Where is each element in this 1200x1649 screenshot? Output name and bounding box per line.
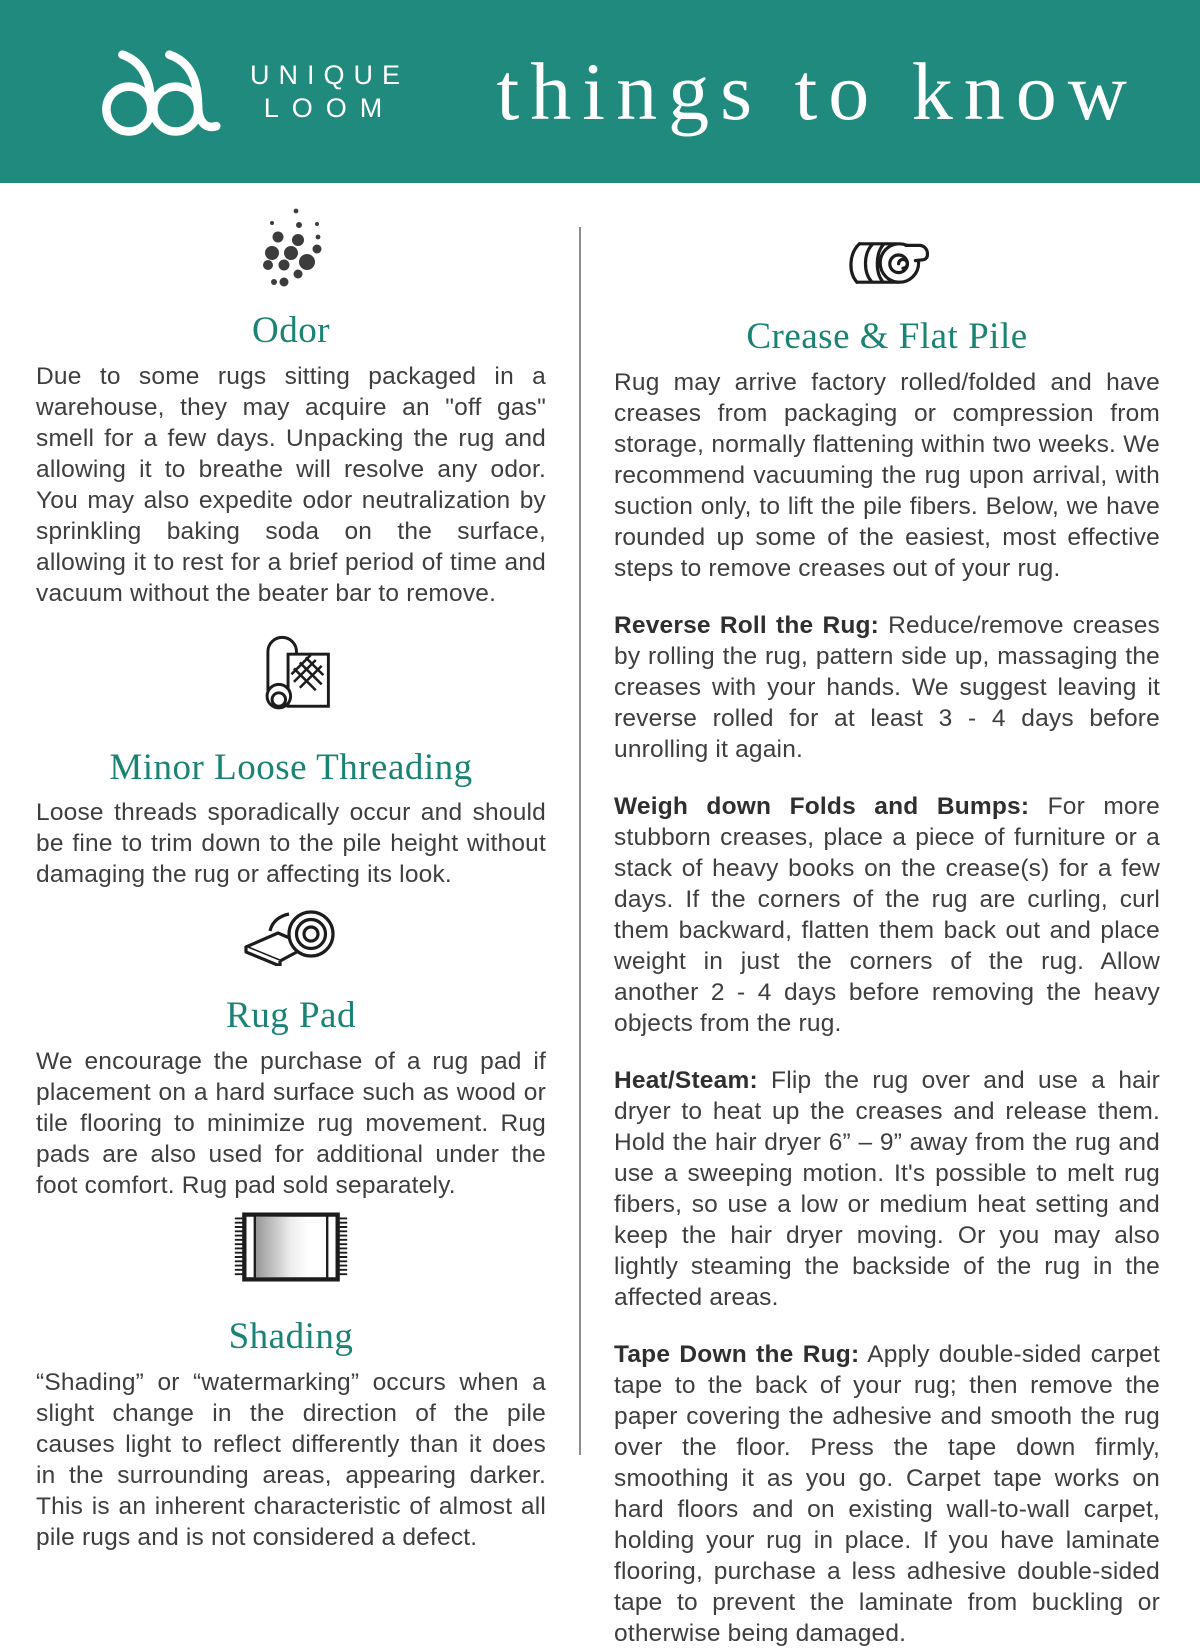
rug-pad-body: We encourage the purchase of a rug pad if placement on a hard surface such as wood or tile flooring to minimize rug movement. Rug pads are also used for additional under the foot comfort. Rug pad sold separately. xyxy=(36,1048,546,1200)
scent-dots-icon xyxy=(241,203,341,293)
shaded-rug-icon xyxy=(228,1207,354,1287)
shading-icon-wrap xyxy=(36,1207,546,1287)
brand-line-loom: LOOM xyxy=(263,92,396,123)
tip-weigh-down xyxy=(614,791,1160,1039)
tip-tape-down xyxy=(614,1339,1160,1649)
shading-body: “Shading” or “watermarking” occurs when a slight change in the direction of the pile causes light to reflect differently than it does in the surrounding areas, appearing darker. This is an inherent characteristic of almost all pile rugs and is not considered a defect. xyxy=(36,1368,546,1551)
odor-body: Due to some rugs sitting packaged in a warehouse, they may acquire an "off gas" smell for a few days. Unpacking the rug and allowing it to breathe will resolve any odor. You may also expedite odor neutralization by sprinkling baking soda on the surface, allowing it to rest for a brief period of time and vacuum without the beater bar to remove. xyxy=(36,362,546,607)
tip-reverse-roll-text: Reduce/remove creases by rolling the rug, pattern side up, massaging the creases with your hands. We suggest leaving it reverse rolled for at least 3 - 4 days before unrolling it again. xyxy=(614,611,1160,763)
tip-weigh-down-text: For more stubborn creases, place a piece of furniture or a stack of heavy books on the crease(s) for a few days. If the corners of the rug are curling, curl them backward, flatten them back out and place weight in just the corners of the rug. Allow another 2 - 4 days before removing the heavy objects from the rug. xyxy=(614,792,1160,1037)
rug-pad-icon-wrap xyxy=(36,904,546,966)
page-title: things to know xyxy=(496,45,1138,137)
tip-reverse-roll xyxy=(614,610,1160,765)
dd-monogram-icon xyxy=(98,44,230,140)
crease-icon-wrap xyxy=(614,239,1160,287)
threading-heading: Minor Loose Threading xyxy=(109,746,473,788)
right-column xyxy=(614,183,1160,1649)
shading-heading: Shading xyxy=(228,1316,354,1358)
rug-pad-roll-icon xyxy=(241,904,341,966)
content-columns xyxy=(0,183,1200,1649)
section-odor xyxy=(36,203,546,609)
brand-line-unique: UNIQUE xyxy=(250,60,410,91)
rug-pad-heading: Rug Pad xyxy=(226,995,356,1037)
threading-icon-wrap xyxy=(36,634,546,718)
section-rug-pad xyxy=(36,904,546,1201)
section-minor-loose-threading xyxy=(36,634,546,891)
rolled-rug-spiral-icon xyxy=(836,239,938,287)
left-column xyxy=(36,183,546,1553)
unique-loom-logo xyxy=(98,44,409,140)
crease-intro: Rug may arrive factory rolled/folded and have creases from packaging or compression from storage, normally flattening within two weeks. We recommend vacuuming the rug upon arrival, with suction only, to lift the pile fibers. Below, we have rounded up some of the easiest, most effective steps to remove creases out of your rug. xyxy=(614,368,1160,582)
odor-heading: Odor xyxy=(251,310,331,351)
tip-tape-down-text: Apply double-sided carpet tape to the back of your rug; then remove the paper covering the adhesive and smooth the rug over the floor. Press the tape down firmly, smoothing it as you go. Carpet tape works on hard floors and on existing wall-to-wall carpet, holding your rug in place. If you have laminate flooring, purchase a less adhesive double-sided tape to prevent the laminate from buckling or otherwise being damaged. xyxy=(614,1340,1161,1647)
section-crease-flat-pile xyxy=(614,239,1160,1649)
tip-heat-steam xyxy=(614,1065,1160,1313)
tip-reverse-roll-label: Reverse Roll the Rug: xyxy=(614,611,880,639)
crease-heading: Crease & Flat Pile xyxy=(746,316,1028,357)
section-shading xyxy=(36,1207,546,1553)
tip-tape-down-label: Tape Down the Rug: xyxy=(614,1340,860,1368)
rolled-rug-threads-icon xyxy=(250,634,332,718)
odor-icon-wrap xyxy=(36,203,546,293)
threading-body: Loose threads sporadically occur and should be fine to trim down to the pile height without damaging the rug or affecting its look. xyxy=(36,799,546,889)
tip-heat-steam-text: Flip the rug over and use a hair dryer to heat up the creases and release them. Hold the hair dryer 6” – 9” away from the rug and use a sweeping motion. It's possible to melt rug fibers, so use a low or medium heat setting and keep the hair dryer moving. Or you may also lightly steaming the backside of the rug in the affected areas. xyxy=(614,1066,1160,1311)
tip-weigh-down-label: Weigh down Folds and Bumps: xyxy=(614,792,1030,820)
tip-heat-steam-label: Heat/Steam: xyxy=(614,1066,758,1094)
header-band xyxy=(0,0,1200,183)
brand-text xyxy=(250,59,409,124)
column-divider xyxy=(579,227,581,1455)
